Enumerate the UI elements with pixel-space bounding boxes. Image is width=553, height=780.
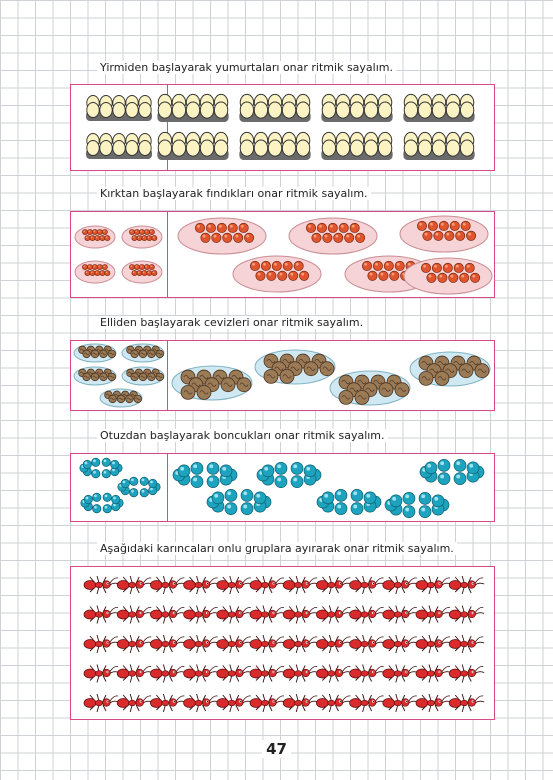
walnut-plate-icon [172, 366, 252, 400]
instruction-ants: Aşağıdaki karıncaları onlu gruplara ayırarak onar ritmik sayalım. [97, 542, 457, 555]
ant-icon [150, 665, 185, 683]
ant-icon [117, 665, 152, 683]
ant-icon [117, 694, 152, 712]
walnut-plates [71, 341, 496, 412]
walnut-plate-icon [122, 344, 164, 362]
walnut-panel [70, 340, 495, 411]
ant-icon [383, 665, 418, 683]
bead-string-icon [257, 462, 321, 487]
ant-icon [449, 694, 484, 712]
ant-icon [184, 635, 219, 653]
hazelnut-plate-icon [178, 218, 266, 254]
bead-string-icon [81, 493, 123, 513]
ant-icon [117, 635, 152, 653]
walnut-plate-icon [74, 344, 116, 362]
walnut-plate-icon [330, 371, 410, 405]
ant-icon [383, 635, 418, 653]
ant-icon [217, 606, 252, 624]
egg-carton-icon [157, 132, 228, 160]
ant-icon [350, 665, 385, 683]
ant-icon [117, 576, 152, 594]
walnut-plate-icon [100, 389, 142, 407]
walnut-plate-icon [122, 367, 164, 385]
ant-icon [283, 665, 318, 683]
ant-icon [250, 606, 285, 624]
ant-icon [283, 635, 318, 653]
ant-icon [150, 606, 185, 624]
ant-icon [383, 694, 418, 712]
ant-icon [449, 606, 484, 624]
ant-icon [449, 665, 484, 683]
ant-icon [250, 576, 285, 594]
egg-carton-icon [86, 134, 152, 160]
egg-carton-icon [239, 94, 310, 122]
ant-icon [250, 665, 285, 683]
ant-icon [84, 576, 119, 594]
ant-icon [217, 635, 252, 653]
ant-icon [184, 576, 219, 594]
ant-icon [117, 606, 152, 624]
ant-icon [416, 635, 451, 653]
ant-icon [283, 606, 318, 624]
instruction-beads: Otuzdan başlayarak boncukları onar ritmik sayalım. [97, 429, 388, 442]
instruction-walnuts: Elliden başlayarak cevizleri onar ritmik sayalım. [97, 316, 366, 329]
ant-icon [184, 606, 219, 624]
egg-carton-icon [239, 132, 310, 160]
walnut-plate-icon [255, 350, 335, 384]
ant-icon [416, 576, 451, 594]
bead-string-icon [118, 477, 160, 497]
hazelnut-plate-icon [122, 226, 162, 248]
egg-carton-icon [321, 94, 392, 122]
hazelnut-plate-icon [75, 261, 115, 283]
ant-icon [250, 635, 285, 653]
ant-panel [70, 566, 495, 720]
instruction-hazelnuts: Kırktan başlayarak fındıkları onar ritmik sayalım. [97, 187, 371, 200]
ant-icon [350, 635, 385, 653]
ant-icon [316, 576, 351, 594]
page-number-text: 47 [262, 740, 291, 758]
egg-carton-icon [403, 94, 474, 122]
bead-string-icon [207, 489, 271, 514]
ant-icon [383, 576, 418, 594]
ant-icon [84, 694, 119, 712]
hazelnut-plate-icon [404, 258, 492, 294]
ant-icon [250, 694, 285, 712]
bead-string-icon [420, 459, 484, 484]
ant-icon [184, 665, 219, 683]
ant-icon [316, 694, 351, 712]
egg-carton-icon [86, 96, 152, 122]
ant-icon [217, 576, 252, 594]
ant-icon [150, 694, 185, 712]
walnut-plate-icon [410, 352, 490, 386]
egg-panel [70, 84, 495, 171]
bead-string-icon [317, 489, 381, 514]
bead-panel [70, 453, 495, 522]
ant-icon [283, 694, 318, 712]
bead-string-icon [385, 492, 449, 517]
egg-carton-icon [403, 132, 474, 160]
ant-icon [150, 635, 185, 653]
instruction-eggs: Yirmiden başlayarak yumurtaları onar ritmik sayalım. [97, 61, 396, 74]
bead-strings [71, 454, 496, 523]
ant-icon [350, 606, 385, 624]
ant-icon [449, 576, 484, 594]
walnut-plate-icon [74, 367, 116, 385]
ant-icon [416, 694, 451, 712]
ants [71, 567, 496, 721]
bead-string-icon [173, 462, 237, 487]
ant-icon [449, 635, 484, 653]
hazelnut-panel [70, 211, 495, 298]
ant-icon [316, 606, 351, 624]
hazelnut-plate-icon [122, 261, 162, 283]
ant-icon [217, 665, 252, 683]
ant-icon [383, 606, 418, 624]
hazelnut-plates [71, 212, 496, 299]
bead-string-icon [80, 458, 122, 478]
ant-icon [184, 694, 219, 712]
hazelnut-plate-icon [75, 226, 115, 248]
egg-cartons [71, 85, 496, 172]
ant-icon [416, 665, 451, 683]
ant-icon [316, 665, 351, 683]
hazelnut-plate-icon [289, 218, 377, 254]
ant-icon [350, 694, 385, 712]
page-number [0, 740, 553, 758]
ant-icon [283, 576, 318, 594]
ant-icon [84, 606, 119, 624]
hazelnut-plate-icon [233, 256, 321, 292]
ant-icon [416, 606, 451, 624]
ant-icon [84, 665, 119, 683]
hazelnut-plate-icon [400, 216, 488, 252]
ant-icon [316, 635, 351, 653]
ant-icon [217, 694, 252, 712]
egg-carton-icon [157, 94, 228, 122]
egg-carton-icon [321, 132, 392, 160]
ant-icon [350, 576, 385, 594]
ant-icon [84, 635, 119, 653]
ant-icon [150, 576, 185, 594]
